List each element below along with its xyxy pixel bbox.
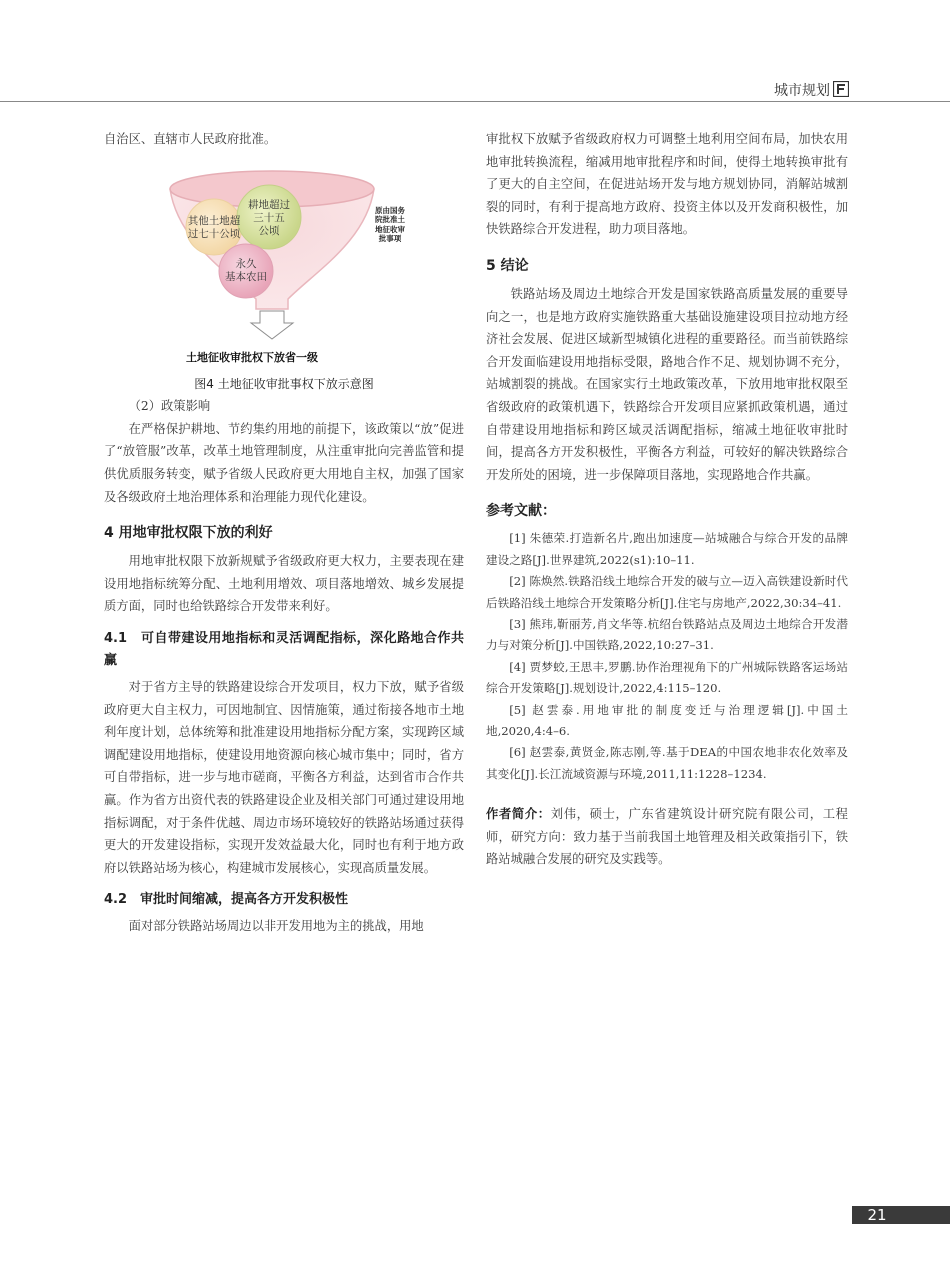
right-paragraph-1: 铁路站场及周边土地综合开发是国家铁路高质量发展的重要导向之一，也是地方政府实施铁路重大基础设施建设项目拉动地方经济社会发展、促进区域新型城镇化进程的重要路径。而当前铁路综合开发面临建设用地指标受限，路地合作不足、规划协调不充分，站城割裂的挑战。在国家实行土地政策改革，下放用地审批权限至省级政府的政策机遇下，铁路综合开发项目应紧抓政策机遇，通过自带建设用地指标和跨区域灵活调配指标，缩减土地征收审批时间，提高各方开发积极性，平衡各方利益，可较好的解决铁路综合开发所处的困境，进一步保障项目落地，实现路地合作共赢。	[486, 286, 848, 482]
journal-title: 城市规划	[774, 83, 830, 99]
reference-item: [6] 赵雲泰,黄贤金,陈志刚,等.基于DEA的中国农地非农化效率及其变化[J].长江流域资源与环境,2011,11:1228–1234.	[486, 745, 848, 781]
author-label: 作者简介：	[486, 807, 551, 822]
side-label: 原由国务 院批准土 地征收审 批事项	[375, 205, 405, 244]
subheading-policy-impact: （2）政策影响	[128, 399, 211, 414]
figure-4	[104, 151, 464, 364]
section-5-heading: 5 结论	[486, 257, 529, 274]
down-arrow	[251, 311, 293, 339]
reference-item: [1] 朱德荣.打造新名片,跑出加速度—站城融合与综合开发的品牌建设之路[J].世界建筑,2022(s1):10–11.	[486, 531, 848, 567]
funnel-diagram	[104, 151, 464, 356]
references-heading: 参考文献：	[486, 503, 556, 520]
header-rule	[0, 101, 950, 102]
left-paragraph-3: 对于省方主导的铁路建设综合开发项目，权力下放，赋予省级政府更大自主权力，可因地制宜、因情施策，通过衔接各地市土地利年度计划，总体统筹和批准建设用地指标分配方案，实现跨区域调配建设用地指标，使建设用地资源向核心城市集中；同时，省方可自带指标，进一步与地市磋商，平衡各方利益，达到省市合作共赢。作为省方出资代表的铁路建设企业及相关部门可通过建设用地指标调配，对于条件优越、周边市场环境较好的铁路站场通过获得更大的开发建设指标，实现开发效益最大化，同时也有利于地方政府以铁路站场为核心，构建城市发展核心，实现高质量发展。	[104, 679, 464, 875]
circle-farmland-label: 耕地超过 三十五 公顷	[248, 198, 290, 237]
reference-item: [2] 陈焕然.铁路沿线土地综合开发的破与立—迈入高铁建设新时代后铁路沿线土地综合开发策略分析[J].住宅与房地产,2022,30:34–41.	[486, 574, 848, 610]
left-paragraph-0: 自治区、直辖市人民政府批准。	[104, 132, 277, 146]
section-4-2-heading: 4.2 审批时间缩减，提高各方开发积极性	[104, 892, 349, 908]
page-number: 21	[867, 1206, 887, 1224]
references-list	[486, 528, 848, 785]
reference-item: [3] 熊玮,靳丽芳,肖文华等.杭绍台铁路站点及周边土地综合开发潜力与对策分析[J].中国铁路,2022,10:27–31.	[486, 616, 848, 653]
left-column	[104, 128, 464, 938]
section-4-heading: 4 用地审批权限下放的利好	[104, 525, 273, 542]
circle-basic-farmland-label: 永久 基本农田	[225, 257, 267, 283]
author-bio	[486, 803, 848, 871]
left-paragraph-4: 面对部分铁路站场周边以非开发用地为主的挑战，用地	[128, 919, 424, 934]
figure-caption: 图4 土地征收审批事权下放示意图	[194, 376, 374, 391]
reference-item: [4] 贾梦蛟,王思丰,罗鹏.协作治理视角下的广州城际铁路客运场站综合开发策略[J].规划设计,2022,4:115–120.	[486, 659, 848, 696]
right-paragraph-0: 审批权下放赋予省级政府权力可调整土地利用空间布局，加快农用地审批转换流程，缩减用地审批程序和时间，使得土地转换审批有了更大的自主空间，在促进站场开发与地方规划协同，消解站城割裂的同时，有利于提高地方政府、投资主体以及开发商积极性，加快铁路综合开发进程，助力项目落地。	[486, 132, 848, 237]
author-text: 刘伟，硕士，广东省建筑设计研究院有限公司，工程师，研究方向：致力基于当前我国土地管理及相关政策指引下，铁路站城融合发展的研究及实践等。	[486, 807, 848, 867]
journal-logo	[833, 81, 849, 97]
section-4-1-heading: 4.1 可自带建设用地指标和灵活调配指标，深化路地合作共赢	[104, 630, 464, 668]
arrow-label: 土地征收审批权下放省一级	[186, 350, 318, 364]
circle-other-land-label: 其他土地超 过七十公顷	[187, 214, 241, 240]
left-paragraph-1: 在严格保护耕地、节约集约用地的前提下，该政策以“放”促进了“放管服”改革，改革土地管理制度，从注重审批向完善监管和提供优质服务转变，赋予省级人民政府更大用地自主权，加强了国家及各级政府土地治理体系和治理能力现代化建设。	[104, 421, 464, 504]
left-paragraph-2: 用地审批权限下放新规赋予省级政府更大权力，主要表现在建设用地指标统筹分配、土地利用增效、项目落地增效、城乡发展提质方面，同时也给铁路综合开发带来利好。	[104, 554, 464, 614]
reference-item: [5] 赵雲泰.用地审批的制度变迁与治理逻辑[J].中国土地,2020,4:4–6.	[486, 702, 848, 738]
right-column	[486, 128, 848, 871]
